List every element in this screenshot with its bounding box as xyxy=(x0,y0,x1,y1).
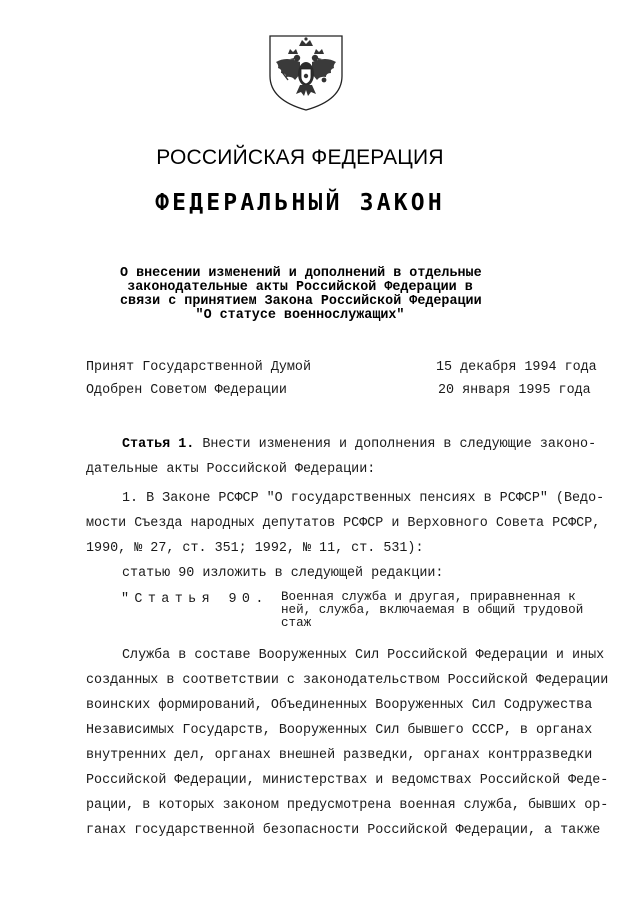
law-type-heading: ФЕДЕРАЛЬНЫЙ ЗАКОН xyxy=(155,190,445,216)
country-name: РОССИЙСКАЯ ФЕДЕРАЦИЯ xyxy=(156,146,444,169)
paragraph-line: Служба в составе Вооруженных Сил Российской Федерации и иных xyxy=(122,648,605,663)
instruction-line: статью 90 изложить в следующей редакции: xyxy=(122,566,444,581)
quoted-article-title-line: Военная служба и другая, приравненная к xyxy=(281,590,576,604)
paragraph-line: рации, в которых законом предусмотрена военная служба, бывших ор- xyxy=(86,798,609,813)
adoption-row-council xyxy=(86,382,596,399)
law-title-line: О внесении изменений и дополнений в отдельные xyxy=(120,266,482,281)
adoption-label: Одобрен Советом Федерации xyxy=(86,383,287,398)
law-title xyxy=(120,267,480,323)
quoted-article-title xyxy=(281,591,601,630)
paragraph-line: воинских формирований, Объединенных Вооруженных Сил Содружества xyxy=(86,698,593,713)
quoted-article-title-line: стаж xyxy=(281,616,312,630)
coat-of-arms-icon xyxy=(266,32,346,112)
item-1-line: мости Съезда народных депутатов РСФСР и Верховного Совета РСФСР, xyxy=(86,516,601,531)
paragraph-line: созданных в соответствии с законодательством Российской Федерации xyxy=(86,673,609,688)
article-1-line xyxy=(122,436,597,453)
paragraph-line: ганах государственной безопасности Российской Федерации, а также xyxy=(86,823,601,838)
law-title-line: законодательные акты Российской Федерации в xyxy=(127,280,473,295)
quoted-article-title-line: ней, служба, включаемая в общий трудовой xyxy=(281,603,584,617)
paragraph-line: Российской Федерации, министерствах и ведомствах Российской Феде- xyxy=(86,773,609,788)
article-1-text: Внести изменения и дополнения в следующие законо- xyxy=(194,437,597,452)
adoption-date: 15 декабря 1994 года xyxy=(436,360,597,375)
item-1-line: 1990, № 27, ст. 351; 1992, № 11, ст. 531): xyxy=(86,541,424,556)
adoption-date: 20 января 1995 года xyxy=(438,383,591,398)
law-title-line: "О статусе военнослужащих" xyxy=(195,308,405,323)
paragraph-line: Независимых Государств, Вооруженных Сил бывшего СССР, в органах xyxy=(86,723,593,738)
adoption-label: Принят Государственной Думой xyxy=(86,360,311,375)
article-1-label: Статья 1. xyxy=(122,437,195,452)
paragraph-line: внутренних дел, органах внешней разведки, органах контрразведки xyxy=(86,748,593,763)
item-1-line: 1. В Законе РСФСР "О государственных пенсиях в РСФСР" (Ведо- xyxy=(122,491,605,506)
adoption-row-duma xyxy=(86,359,596,376)
article-1-line: дательные акты Российской Федерации: xyxy=(86,462,376,477)
quoted-article-label: "Статья 90. xyxy=(121,592,269,607)
law-title-line: связи с принятием Закона Российской Федерации xyxy=(120,294,482,309)
